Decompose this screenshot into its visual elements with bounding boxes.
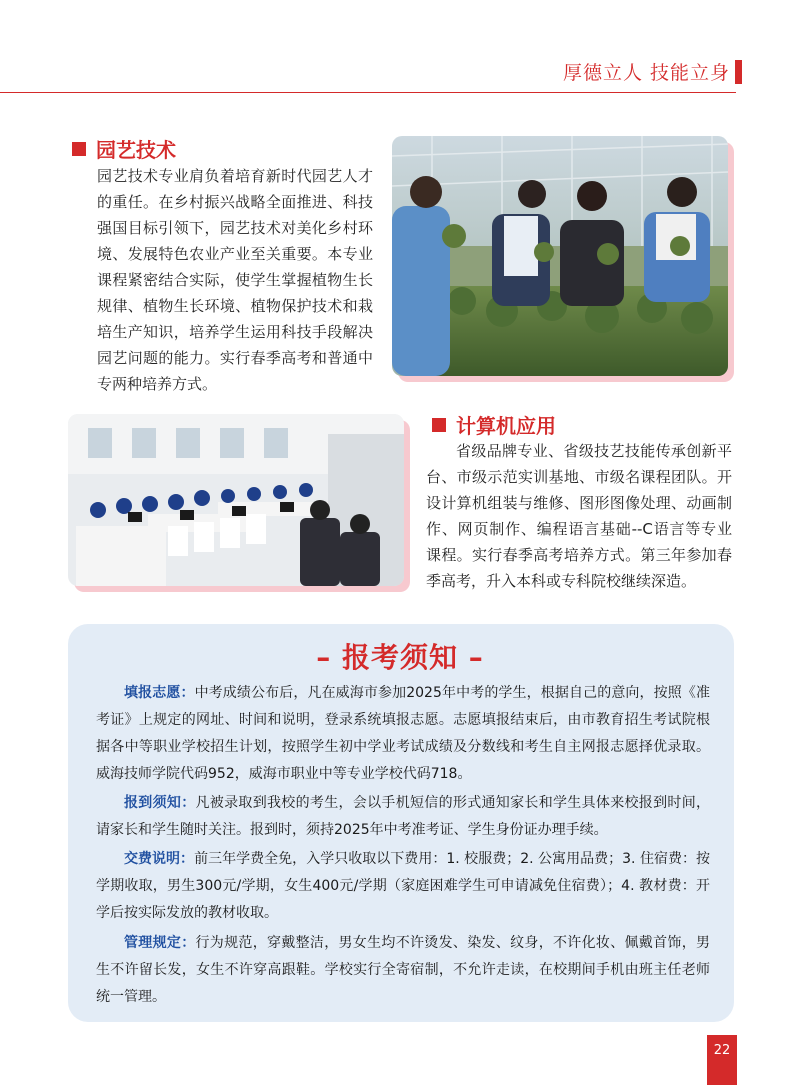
notice-item-text: 前三年学费全免，入学只收取以下费用：1. 校服费；2. 公寓用品费；3. 住宿费：按学期收取，男生300元/学期，女生400元/学期（家庭困难学生可申请减免住宿费）；4. 教材费：开学后按实际发放的教材收取。: [96, 851, 711, 921]
notice-item-label: 管理规定：: [124, 935, 196, 951]
header-divider: [0, 92, 736, 93]
notice-item-label: 交费说明：: [124, 851, 195, 867]
notice-item-text: 凡被录取到我校的考生，会以手机短信的形式通知家长和学生具体来校报到时间，请家长和学生随时关注。报到时，须持2025年中考准考证、学生身份证办理手续。: [96, 795, 710, 838]
computer-description: 省级品牌专业、省级技艺技能传承创新平台、市级示范实训基地、市级名课程团队。开设计算机组装与维修、图形图像处理、动画制作、网页制作、编程语言基础--C语言等专业课程。实行春季高考培养方式。第三年参加春季高考，升入本科或专科院校继续深造。: [426, 442, 732, 590]
notice-item-label: 报到须知：: [124, 795, 196, 811]
header-motto: 厚德立人 技能立身: [562, 62, 730, 84]
notice-item-fees: [96, 846, 710, 927]
title-square-icon: [432, 418, 446, 432]
horticulture-description: 园艺技术专业肩负着培育新时代园艺人才的重任。在乡村振兴战略全面推进、科技强国目标引领下，园艺技术对美化乡村环境、发展特色农业产业至关重要。本专业课程紧密结合实际，使学生掌握植物生长规律、植物生长环境、植物保护技术和栽培生产知识，培养学生运用科技手段解决园艺问题的能力。实行春季高考和普通中专两种培养方式。: [97, 167, 373, 393]
greenhouse-photo: [392, 136, 728, 376]
section-title-text: 计算机应用: [456, 414, 556, 438]
notice-item-registration: [96, 790, 710, 844]
greenhouse-illustration: [392, 136, 728, 376]
computer-lab-photo: [68, 414, 404, 586]
notice-item-label: 填报志愿：: [124, 685, 195, 701]
notice-item-rules: [96, 930, 710, 1011]
computer-lab-illustration: [68, 414, 404, 586]
notice-item-text: 行为规范，穿戴整洁，男女生均不许烫发、染发、纹身，不许化妆、佩戴首饰，男生不许留长发，女生不许穿高跟鞋。学校实行全寄宿制，不允许走读，在校期间手机由班主任老师统一管理。: [96, 935, 710, 1005]
page-number: 22: [707, 1035, 737, 1085]
notice-item-text: 中考成绩公布后，凡在威海市参加2025年中考的学生，根据自己的意向，按照《准考证》上规定的网址、时间和说明，登录系统填报志愿。志愿填报结束后，由市教育招生考试院根据各中等职业学校招生计划，按照学生初中学业考试成绩及分数线和考生自主网报志愿择优录取。威海技师学院代码952，威海市职业中等专业学校代码718。: [96, 685, 710, 782]
header-accent-bar: [735, 60, 742, 84]
notice-title: – 报考须知 –: [316, 641, 484, 674]
notice-item-application: [96, 680, 710, 788]
section-title-text: 园艺技术: [96, 138, 176, 162]
section-title-horticulture: [72, 134, 176, 163]
title-square-icon: [72, 142, 86, 156]
section-title-computer: [432, 410, 556, 439]
